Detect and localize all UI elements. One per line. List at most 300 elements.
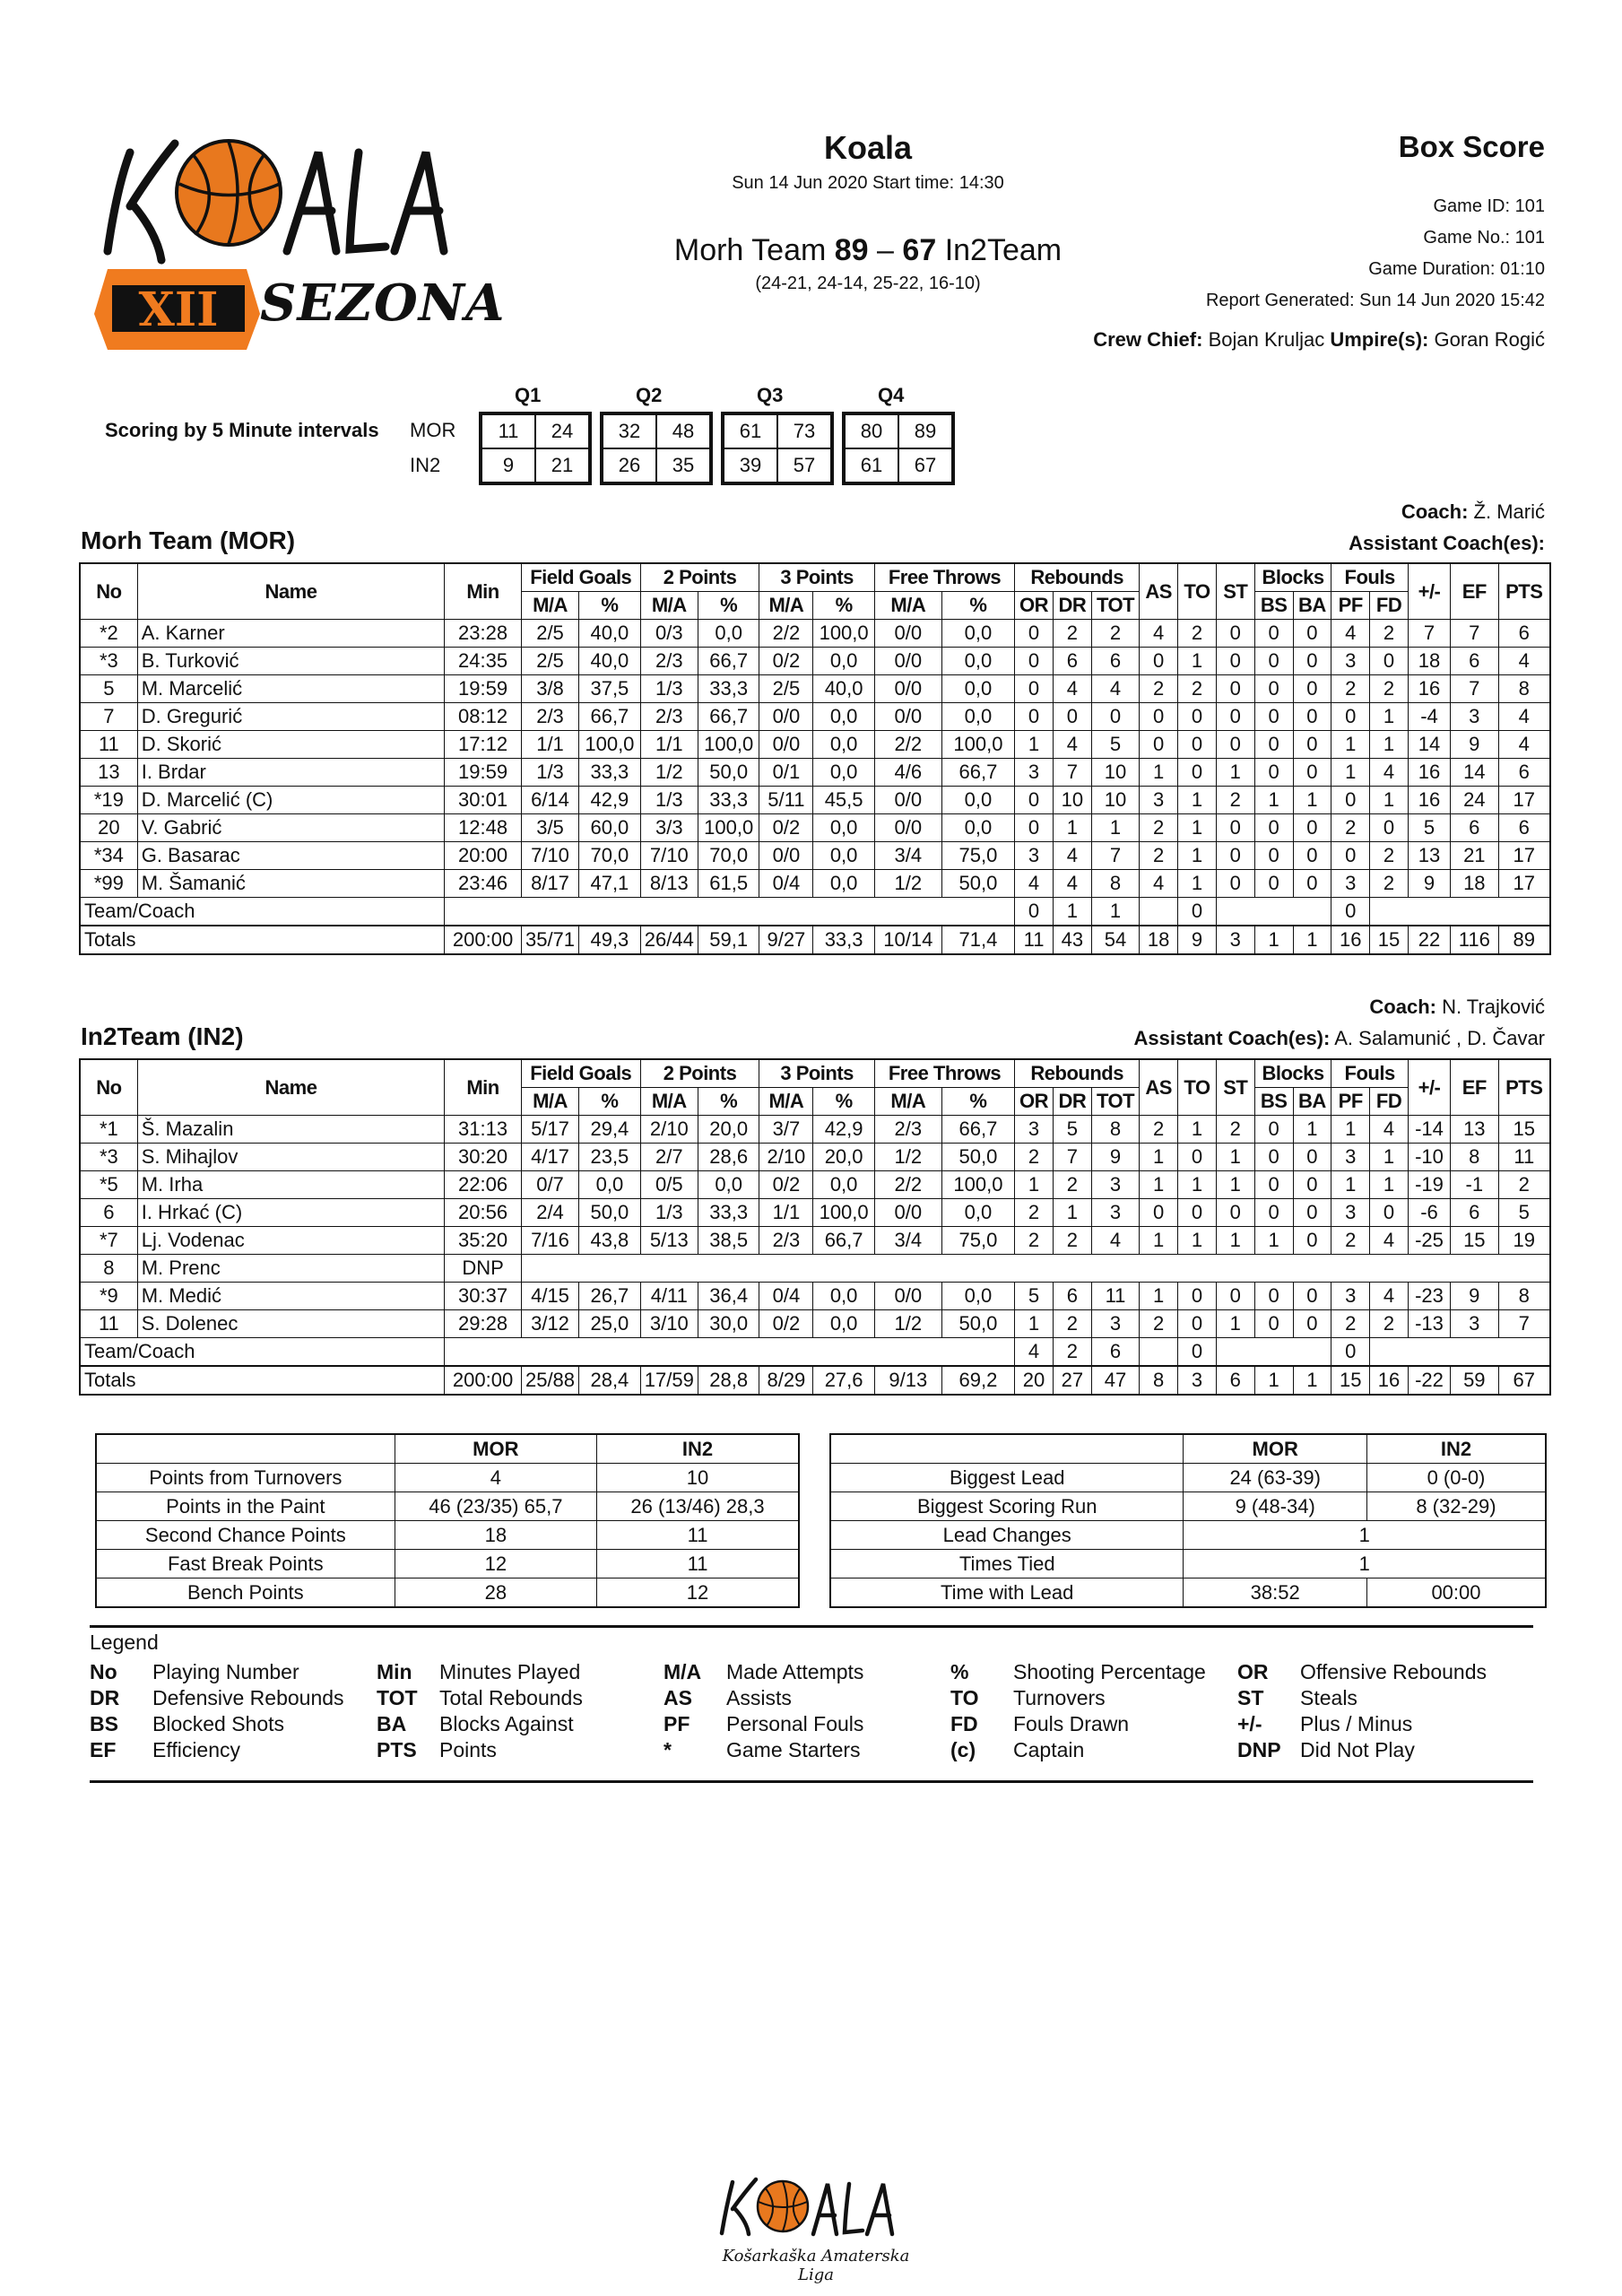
team2-assistant <box>1134 1027 1546 1050</box>
report-generated: Report Generated: Sun 14 Jun 2020 15:42 <box>1205 291 1545 310</box>
empty-cells <box>1370 1338 1550 1367</box>
stat-cell: 45,5 <box>813 787 875 814</box>
footer-logo <box>713 2175 919 2284</box>
legend <box>90 1631 1542 1762</box>
stat-cell: 3 <box>1331 870 1370 898</box>
stat-cell: 4 <box>1091 675 1140 703</box>
score-dash: – <box>877 233 894 267</box>
stat-cell: 7/16 <box>521 1227 578 1255</box>
col-fouls: Fouls <box>1331 563 1409 592</box>
stat-cell: 50,0 <box>941 1144 1014 1171</box>
stat-cell: 0/0 <box>874 1283 941 1310</box>
interval-score: 39 <box>724 448 777 483</box>
stat-cell: 5 <box>1091 731 1140 759</box>
col-name: Name <box>137 563 445 620</box>
stat-cell: 2 <box>1053 1338 1091 1367</box>
final-score <box>599 233 1137 268</box>
stat-cell: 0 <box>1293 703 1331 731</box>
stat-cell: 2 <box>1015 1199 1054 1227</box>
stat-cell: 0 <box>1293 648 1331 675</box>
stat-cell: 1 <box>1370 731 1409 759</box>
summary-header <box>830 1434 1184 1464</box>
stat-cell: 2 <box>1053 620 1091 648</box>
stat-cell: 0/2 <box>759 1310 813 1338</box>
legend-abbr: +/- <box>1237 1712 1262 1735</box>
stat-cell: 0/0 <box>874 620 941 648</box>
summary-value: 18 <box>395 1521 596 1550</box>
table-row <box>80 870 1550 898</box>
stat-cell: 2/3 <box>640 703 698 731</box>
player-name: I. Hrkać (C) <box>137 1199 445 1227</box>
stat-cell: 08:12 <box>445 703 522 731</box>
summary-row <box>830 1550 1546 1578</box>
empty-cells <box>521 1255 1550 1283</box>
legend-abbr: % <box>950 1660 969 1683</box>
col-as: AS <box>1140 1059 1178 1116</box>
stat-cell: 20,0 <box>813 1144 875 1171</box>
col-field-goals: Field Goals <box>521 563 640 592</box>
stat-cell: 0 <box>1293 814 1331 842</box>
stat-cell: 21 <box>1451 842 1499 870</box>
stat-cell: 20:00 <box>445 842 522 870</box>
stat-cell: 1 <box>1331 759 1370 787</box>
stat-cell: 38,5 <box>698 1227 759 1255</box>
interval-score: 61 <box>724 414 777 448</box>
player-no: *3 <box>80 1144 137 1171</box>
stat-cell: 42,9 <box>813 1116 875 1144</box>
stat-cell: 28,4 <box>579 1366 641 1395</box>
stat-cell: 2 <box>1178 675 1217 703</box>
stat-cell: 1 <box>1370 787 1409 814</box>
player-name: D. Gregurić <box>137 703 445 731</box>
stat-cell: 0/4 <box>759 1283 813 1310</box>
stat-cell: 0/0 <box>874 814 941 842</box>
stat-cell: 100,0 <box>813 1199 875 1227</box>
stat-cell: 33,3 <box>698 1199 759 1227</box>
stat-cell: 40,0 <box>813 675 875 703</box>
stat-cell: 8/17 <box>521 870 578 898</box>
interval-box <box>721 412 834 485</box>
stat-cell: 66,7 <box>698 648 759 675</box>
stat-cell: 4 <box>1053 870 1091 898</box>
game-datetime: Sun 14 Jun 2020 Start time: 14:30 <box>732 173 1004 193</box>
col-pts: PTS <box>1498 1059 1550 1116</box>
stat-cell: 0/5 <box>640 1171 698 1199</box>
stat-cell: 2 <box>1015 1227 1054 1255</box>
stat-cell: 0 <box>1331 703 1370 731</box>
stat-cell: 3 <box>1015 1116 1054 1144</box>
stat-cell: 0,0 <box>941 648 1014 675</box>
legend-abbr: ST <box>1237 1686 1264 1709</box>
legend-desc: Offensive Rebounds <box>1300 1660 1487 1683</box>
stat-cell: 6 <box>1451 814 1499 842</box>
col-free-throws: Free Throws <box>874 563 1014 592</box>
stat-cell: 3/5 <box>521 814 578 842</box>
empty-cells <box>1370 898 1550 926</box>
stat-cell: 66,7 <box>813 1227 875 1255</box>
table-row <box>80 814 1550 842</box>
stat-cell: 0 <box>1293 1227 1331 1255</box>
stat-cell: 3/10 <box>640 1310 698 1338</box>
player-name: S. Dolenec <box>137 1310 445 1338</box>
stat-cell: 0 <box>1216 703 1254 731</box>
stat-cell: 0 <box>1254 1144 1293 1171</box>
col-or: OR <box>1015 1088 1054 1116</box>
stat-cell: 67 <box>1498 1366 1550 1395</box>
col-dr: DR <box>1053 592 1091 620</box>
summary-label: Bench Points <box>96 1578 395 1608</box>
team1-assistant <box>1349 532 1545 555</box>
stat-cell: 0 <box>1178 703 1217 731</box>
stat-cell: 200:00 <box>445 1366 522 1395</box>
summary-header: IN2 <box>597 1434 799 1464</box>
crew-chief-label: Crew Chief: <box>1093 328 1203 351</box>
summary-right-table <box>829 1433 1547 1608</box>
stat-cell: 1 <box>1140 1283 1178 1310</box>
col-plus-minus: +/- <box>1408 1059 1450 1116</box>
player-name: V. Gabrić <box>137 814 445 842</box>
stat-cell: 9 <box>1091 1144 1140 1171</box>
stat-cell: 1 <box>1015 1310 1054 1338</box>
legend-desc: Game Starters <box>726 1738 861 1761</box>
stat-cell: 16 <box>1408 759 1450 787</box>
stat-cell: 0,0 <box>698 1171 759 1199</box>
home-score: 89 <box>834 233 869 267</box>
stat-cell: 0,0 <box>813 703 875 731</box>
koala-logo <box>90 135 506 350</box>
stat-cell: 1 <box>1254 926 1293 954</box>
coach-label: Coach: <box>1401 500 1469 523</box>
stat-cell: 1 <box>1216 759 1254 787</box>
stat-cell: 4/15 <box>521 1283 578 1310</box>
stat-cell: 5 <box>1015 1283 1054 1310</box>
legend-abbr: PTS <box>377 1738 417 1761</box>
stat-cell: 4/11 <box>640 1283 698 1310</box>
stat-cell: 5/11 <box>759 787 813 814</box>
stat-cell: 2 <box>1091 620 1140 648</box>
stat-cell: 2/2 <box>759 620 813 648</box>
stat-cell: 2 <box>1216 787 1254 814</box>
stat-cell: 1 <box>1053 1199 1091 1227</box>
stat-cell: 2/10 <box>640 1116 698 1144</box>
table-row <box>80 703 1550 731</box>
interval-score: 26 <box>603 448 656 483</box>
empty-cells <box>1216 1338 1331 1367</box>
col-percent: % <box>941 592 1014 620</box>
stat-cell: 0 <box>1015 675 1054 703</box>
stat-cell: 2 <box>1370 870 1409 898</box>
col-no: No <box>80 563 137 620</box>
summary-value: 38:52 <box>1184 1578 1367 1608</box>
stat-cell: 2 <box>1053 1171 1091 1199</box>
col-pf: PF <box>1331 592 1370 620</box>
legend-abbr: BA <box>377 1712 407 1735</box>
footer-tagline: Košarkaška Amaterska Liga <box>722 2247 910 2284</box>
stat-cell: 50,0 <box>941 1310 1014 1338</box>
stat-cell: 1 <box>1015 1171 1054 1199</box>
stat-cell: 0 <box>1293 620 1331 648</box>
stat-cell: 10 <box>1053 787 1091 814</box>
stat-cell: 9/13 <box>874 1366 941 1395</box>
stat-cell: 3 <box>1331 1144 1370 1171</box>
legend-abbr: DR <box>90 1686 120 1709</box>
stat-cell: -4 <box>1408 703 1450 731</box>
stat-cell: 15 <box>1451 1227 1499 1255</box>
stat-cell: 7/10 <box>640 842 698 870</box>
stat-cell: 0 <box>1015 814 1054 842</box>
stat-cell: 50,0 <box>698 759 759 787</box>
col-pts: PTS <box>1498 563 1550 620</box>
stat-cell: 18 <box>1408 648 1450 675</box>
interval-box <box>479 412 592 485</box>
interval-quarter-label: Q4 <box>878 384 905 406</box>
stat-cell: 30:20 <box>445 1144 522 1171</box>
table-row <box>80 1283 1550 1310</box>
stat-cell: 0 <box>1140 731 1178 759</box>
stat-cell: 0 <box>1015 648 1054 675</box>
stat-cell: 4 <box>1370 1227 1409 1255</box>
interval-score: 80 <box>845 414 898 448</box>
player-no: 6 <box>80 1199 137 1227</box>
stat-cell: 0,0 <box>813 1310 875 1338</box>
stat-cell: 3/4 <box>874 842 941 870</box>
footer-basketball-logo-icon <box>713 2175 919 2242</box>
legend-desc: Total Rebounds <box>439 1686 583 1709</box>
col-ma: M/A <box>640 592 698 620</box>
stat-cell: 3 <box>1331 648 1370 675</box>
col-st: ST <box>1216 563 1254 620</box>
stat-cell: 1 <box>1254 787 1293 814</box>
table-header-row <box>80 563 1550 592</box>
stat-cell: 1/3 <box>521 759 578 787</box>
stat-cell: 30:01 <box>445 787 522 814</box>
legend-desc: Assists <box>726 1686 792 1709</box>
player-no: *1 <box>80 1116 137 1144</box>
summary-label: Lead Changes <box>830 1521 1184 1550</box>
stat-cell: 2/5 <box>521 648 578 675</box>
stat-cell: 26,7 <box>579 1283 641 1310</box>
stat-cell: 9 <box>1451 1283 1499 1310</box>
coach-name: N. Trajković <box>1442 996 1545 1018</box>
doc-type: Box Score <box>1398 130 1545 163</box>
stat-cell: 3 <box>1015 759 1054 787</box>
stat-cell: 0 <box>1015 620 1054 648</box>
team-coach-row <box>80 1338 1550 1367</box>
stat-cell: 0 <box>1140 703 1178 731</box>
stat-cell: 1 <box>1178 787 1217 814</box>
stat-cell: 1 <box>1216 1144 1254 1171</box>
interval-team-2-code: IN2 <box>410 454 441 476</box>
stat-cell: 10/14 <box>874 926 941 954</box>
stat-cell: 11 <box>1015 926 1054 954</box>
stat-cell: 0 <box>1254 759 1293 787</box>
summary-header: MOR <box>1184 1434 1367 1464</box>
table-row <box>80 1310 1550 1338</box>
interval-score: 48 <box>656 414 710 448</box>
interval-quarter-label: Q2 <box>636 384 663 406</box>
table-row <box>80 1227 1550 1255</box>
stat-cell: 1 <box>1053 898 1091 926</box>
col-percent: % <box>698 1088 759 1116</box>
stat-cell: 19:59 <box>445 759 522 787</box>
stat-cell: 3 <box>1140 787 1178 814</box>
player-name: I. Brdar <box>137 759 445 787</box>
assistant-label: Assistant Coach(es): <box>1349 532 1545 554</box>
interval-score: 61 <box>845 448 898 483</box>
stat-cell: 0 <box>1178 731 1217 759</box>
stat-cell: 0 <box>1015 703 1054 731</box>
stat-cell: 0 <box>1254 814 1293 842</box>
interval-team-1-code: MOR <box>410 419 456 441</box>
player-no: 7 <box>80 703 137 731</box>
stat-cell: 40,0 <box>579 620 641 648</box>
summary-row <box>830 1521 1546 1550</box>
stat-cell: 0 <box>1015 787 1054 814</box>
summary-value: 8 (32-29) <box>1366 1492 1546 1521</box>
stat-cell: 0 <box>1293 870 1331 898</box>
stat-cell: 0 <box>1293 1144 1331 1171</box>
stat-cell: 1/2 <box>640 759 698 787</box>
stat-cell: 59,1 <box>698 926 759 954</box>
player-no: *19 <box>80 787 137 814</box>
stat-cell: 1 <box>1178 648 1217 675</box>
stat-cell: 100,0 <box>579 731 641 759</box>
stat-cell: 2 <box>1370 620 1409 648</box>
col-ma: M/A <box>874 1088 941 1116</box>
stat-cell: 50,0 <box>579 1199 641 1227</box>
stat-cell: 0 <box>1370 648 1409 675</box>
empty-cells <box>1216 898 1331 926</box>
summary-value: 12 <box>395 1550 596 1578</box>
stat-cell: -25 <box>1408 1227 1450 1255</box>
stat-cell: 0/0 <box>874 675 941 703</box>
stat-cell: 1 <box>1015 731 1054 759</box>
col-percent: % <box>579 1088 641 1116</box>
stat-cell: 0/0 <box>759 703 813 731</box>
stat-cell: 59 <box>1451 1366 1499 1395</box>
stat-cell: 1 <box>1254 1227 1293 1255</box>
legend-desc: Efficiency <box>152 1738 241 1761</box>
legend-abbr: FD <box>950 1712 978 1735</box>
stat-cell: 2/5 <box>521 620 578 648</box>
col-ma: M/A <box>874 592 941 620</box>
coach-name: Ž. Marić <box>1473 500 1545 523</box>
stat-cell: 17 <box>1498 870 1550 898</box>
stat-cell: 3 <box>1091 1310 1140 1338</box>
legend-abbr: * <box>664 1738 672 1761</box>
stat-cell: 0 <box>1293 675 1331 703</box>
stat-cell: 2 <box>1370 1310 1409 1338</box>
summary-value: 0 (0-0) <box>1366 1464 1546 1492</box>
stat-cell: 0/0 <box>874 1199 941 1227</box>
game-id: Game ID: 101 <box>1433 196 1545 216</box>
legend-abbr: EF <box>90 1738 117 1761</box>
summary-header: MOR <box>395 1434 596 1464</box>
stat-cell: 6 <box>1216 1366 1254 1395</box>
stat-cell: 2 <box>1370 675 1409 703</box>
player-name: M. Medić <box>137 1283 445 1310</box>
stat-cell: 43,8 <box>579 1227 641 1255</box>
stat-cell: 4 <box>1370 759 1409 787</box>
stat-cell: 5/17 <box>521 1116 578 1144</box>
stat-cell: 1 <box>1370 1144 1409 1171</box>
stat-cell: -13 <box>1408 1310 1450 1338</box>
stat-cell: 17 <box>1498 787 1550 814</box>
col-ef: EF <box>1451 563 1499 620</box>
stat-cell: 40,0 <box>579 648 641 675</box>
summary-label: Points from Turnovers <box>96 1464 395 1492</box>
stat-cell: 4 <box>1498 703 1550 731</box>
legend-desc: Points <box>439 1738 497 1761</box>
empty-cells <box>445 1338 1015 1367</box>
stat-cell: 50,0 <box>941 870 1014 898</box>
stat-cell: 1 <box>1370 1171 1409 1199</box>
stat-cell: 15 <box>1370 926 1409 954</box>
stat-cell: 0 <box>1254 1116 1293 1144</box>
stat-cell: 6 <box>1451 648 1499 675</box>
team2-box-score <box>79 1058 1551 1396</box>
game-info <box>1206 191 1545 317</box>
interval-score: 9 <box>481 448 535 483</box>
stat-cell: 6 <box>1498 620 1550 648</box>
stat-cell: 0 <box>1293 1283 1331 1310</box>
stat-cell: 0 <box>1216 620 1254 648</box>
stat-cell: 0/2 <box>759 1171 813 1199</box>
stat-cell: 35/71 <box>521 926 578 954</box>
legend-desc: Personal Fouls <box>726 1712 864 1735</box>
stat-cell: 3 <box>1015 842 1054 870</box>
summary-left-table <box>95 1433 800 1608</box>
assistant-name: A. Salamunić , D. Čavar <box>1334 1027 1545 1049</box>
stat-cell: 1 <box>1178 1116 1217 1144</box>
table-row <box>80 1255 1550 1283</box>
col-blocks: Blocks <box>1254 1059 1331 1088</box>
table-row <box>80 1116 1550 1144</box>
stat-cell: 4 <box>1053 842 1091 870</box>
stat-cell: 70,0 <box>698 842 759 870</box>
col-fd: FD <box>1370 1088 1409 1116</box>
col-ma: M/A <box>640 1088 698 1116</box>
stat-cell: 75,0 <box>941 1227 1014 1255</box>
legend-desc: Blocked Shots <box>152 1712 285 1735</box>
stat-cell: 100,0 <box>813 620 875 648</box>
stat-cell: 33,3 <box>698 787 759 814</box>
stat-cell: 19:59 <box>445 675 522 703</box>
col-st: ST <box>1216 1059 1254 1116</box>
stat-cell: 9 <box>1178 926 1217 954</box>
stat-cell: 42,9 <box>579 787 641 814</box>
player-no: *9 <box>80 1283 137 1310</box>
stat-cell: 8 <box>1140 1366 1178 1395</box>
stat-cell: 1 <box>1178 1171 1217 1199</box>
stat-cell: 1 <box>1293 926 1331 954</box>
stat-cell: 1/3 <box>640 675 698 703</box>
stat-cell: 0 <box>1254 1310 1293 1338</box>
stat-cell: 4 <box>1140 620 1178 648</box>
stat-cell: 0/0 <box>874 648 941 675</box>
stat-cell: 1 <box>1254 1366 1293 1395</box>
table-header-row <box>80 1059 1550 1088</box>
stat-cell: 0 <box>1178 759 1217 787</box>
stat-cell: 30,0 <box>698 1310 759 1338</box>
stat-cell: 0 <box>1178 898 1217 926</box>
col-ma: M/A <box>759 592 813 620</box>
stat-cell: 2 <box>1331 814 1370 842</box>
stat-cell: 6 <box>1091 648 1140 675</box>
stat-cell: 2 <box>1216 1116 1254 1144</box>
stat-cell: 66,7 <box>698 703 759 731</box>
stat-cell: 2/3 <box>874 1116 941 1144</box>
